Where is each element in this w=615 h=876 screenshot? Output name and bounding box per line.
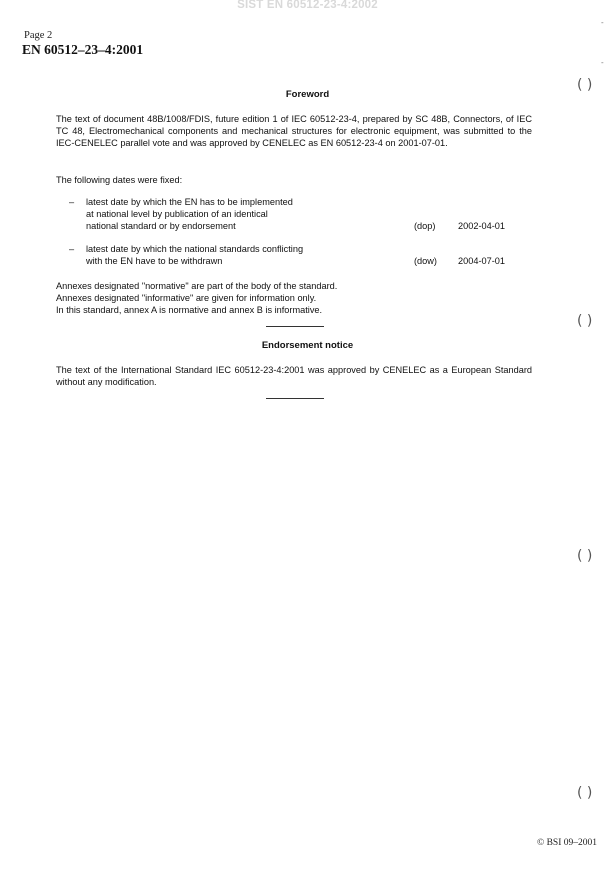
date-item-text (86, 243, 386, 267)
endorsement-paragraph: The text of the International Standard IEC 60512-23-4:2001 was approved by CENELEC as a European Standard without any modification. (56, 365, 532, 388)
date-item-text (86, 196, 386, 233)
list-dash: – (69, 244, 75, 254)
date-item-line: with the EN have to be withdrawn (86, 256, 223, 267)
list-dash: – (69, 197, 75, 207)
annex-line: Annexes designated "informative" are given for information only. (56, 293, 317, 304)
foreword-title: Foreword (285, 89, 330, 100)
date-item-line: national standard or by endorsement (86, 221, 236, 232)
watermark: SIST EN 60512-23-4:2002 (237, 0, 378, 11)
date-value: 2002-04-01 (458, 221, 505, 231)
edge-mark: - (601, 58, 604, 67)
annex-notes (56, 280, 532, 317)
page-number: Page 2 (24, 30, 53, 41)
dates-intro: The following dates were fixed: (56, 175, 183, 185)
copyright-footer: © BSI 09–2001 (536, 838, 597, 848)
annex-line: In this standard, annex A is normative and annex B is informative. (56, 305, 323, 316)
annex-line: Annexes designated "normative" are part of the body of the standard. (56, 281, 338, 291)
punch-hole-icon: ( ) (577, 313, 593, 329)
date-item-line: latest date by which the EN has to be implemented (86, 197, 293, 207)
section-divider (266, 326, 324, 327)
punch-hole-icon: ( ) (577, 548, 593, 564)
date-item-line: at national level by publication of an identical (86, 209, 268, 220)
date-abbreviation: (dow) (414, 256, 437, 266)
date-item-dop (56, 196, 532, 234)
date-item-dow (56, 243, 532, 281)
endorsement-title: Endorsement notice (261, 340, 354, 351)
section-divider (266, 398, 324, 399)
punch-hole-icon: ( ) (577, 77, 593, 93)
punch-hole-icon: ( ) (577, 785, 593, 801)
edge-mark: - (601, 18, 604, 27)
date-value: 2004-07-01 (458, 256, 505, 266)
foreword-paragraph: The text of document 48B/1008/FDIS, future edition 1 of IEC 60512-23-4, prepared by SC 48B, Connectors, of IEC TC 48, Electromechanical components and mechanical structures for electronic equipment, was submitted to the IEC-CENELEC parallel vote and was approved by CENELEC as EN 60512-23-4 on 2001-07-01. (56, 114, 532, 149)
date-item-line: latest date by which the national standards conflicting (86, 244, 304, 254)
date-abbreviation: (dop) (414, 221, 436, 231)
document-number: EN 60512–23–4:2001 (22, 42, 144, 57)
